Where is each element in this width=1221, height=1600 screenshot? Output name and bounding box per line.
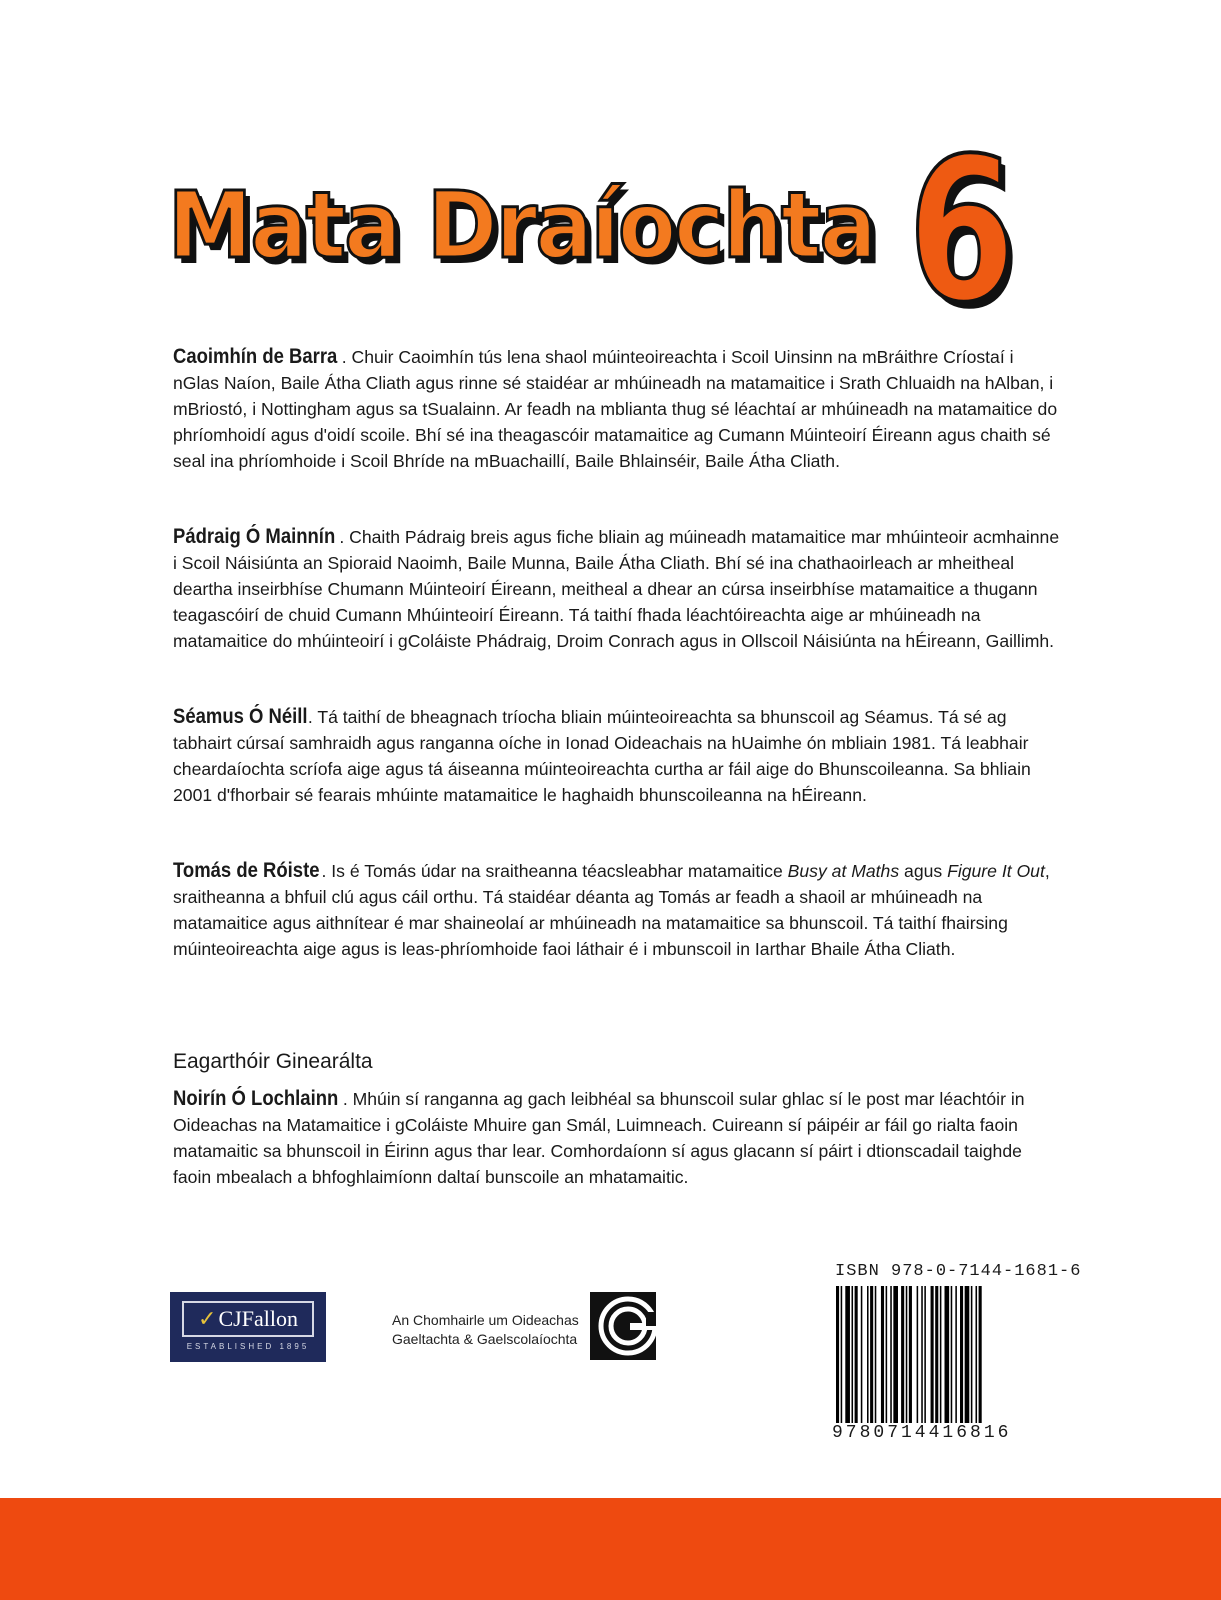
author-bio-3: [173, 704, 1063, 808]
cjfallon-wordmark: [182, 1301, 314, 1337]
barcode-digits: 9780714416816: [832, 1423, 1030, 1443]
author-bio-2: [173, 524, 1063, 654]
publisher-established: ESTABLISHED 1895: [186, 1342, 310, 1351]
title-text: Mata Draíochta: [168, 172, 875, 279]
author-text: agus: [899, 861, 948, 881]
author-bio-4: [173, 858, 1063, 962]
author-text: . Is é Tomás údar na sraitheanna téacsleabhar matamaitice: [321, 861, 788, 881]
footer-band: [0, 1498, 1221, 1600]
cjfallon-logo: [170, 1292, 326, 1362]
author-name: Pádraig Ó Mainnín: [173, 525, 336, 548]
partner-name: [392, 1311, 579, 1349]
author-text: , sraitheanna a bhfuil clú agus cáil orthu. Tá staidéar déanta ag Tomás ar feadh a shaoil ar mhúineadh na matamaitice agus aithnítear é mar shaineolaí ar mhúineadh na matamaitice sa bhunscoil. Tá taithí fhairsing múinteoireachta aige agus is leas-phríomhoide faoi láthair é i mbunscoil in Iarthar Bhaile Átha Cliath.: [173, 861, 1050, 959]
cogg-logo-icon: [590, 1292, 656, 1360]
book-title-ref: Busy at Maths: [787, 861, 900, 881]
tick-icon: ✓: [198, 1306, 217, 1331]
book-title: [168, 115, 1048, 346]
book-title-ref: Figure It Out: [947, 861, 1045, 881]
publisher-name: CJFallon: [218, 1306, 298, 1331]
barcode: [836, 1286, 1028, 1436]
editor-text: . Mhúin sí ranganna ag gach leibhéal sa bhunscoil sular ghlac sí le post mar léachtóir in Oideachas na Matamaitice i gColáiste Mhuire gan Smál, Luimneach. Cuireann sí páipéir ar fáil go rialta faoin matamaitic sa bhunscoil in Éirinn agus thar lear. Comhordaíonn sí agus glacann sí páirt i dtionscadail taighde faoin mbealach a bhfoghlaimíonn daltaí bunscoile an mhatamaitic.: [173, 1089, 1025, 1187]
author-name: Caoimhín de Barra: [173, 345, 338, 368]
author-text: . Chuir Caoimhín tús lena shaol múinteoireachta i Scoil Uinsinn na mBráithre Críostaí i nGlas Naíon, Baile Átha Cliath agus rinne sé staidéar ar mhúineadh na matamaitice i Srath Chluaidh na hAlban, i mBriostó, i Nottingham agus sa tSualainn. Ar feadh na mblianta thug sé léachtaí ar mhúineadh na matamaitice do phríomhoidí agus d'oidí scoile. Bhí sé ina theagascóir matamaitice ag Cumann Múinteoirí Éireann agus chaith sé seal ina phríomhoide i Scoil Bhríde na mBuachaillí, Baile Bhlainséir, Baile Átha Cliath.: [173, 347, 1058, 471]
partner-line-2: Gaeltachta & Gaelscolaíochta: [392, 1331, 578, 1347]
isbn-label: ISBN 978-0-7144-1681-6: [835, 1262, 1082, 1281]
title-number: 6: [908, 115, 1016, 346]
editor-bio: [173, 1086, 1063, 1190]
author-bio-1: [173, 344, 1063, 474]
author-text: . Tá taithí de bheagnach tríocha bliain múinteoireachta sa bhunscoil ag Séamus. Tá sé ag tabhairt cúrsaí samhraidh agus ranganna oíche in Ionad Oideachais na hUaimhe ón mbliain 1981. Tá leabhair cheardaíochta scríofa aige agus tá áiseanna múinteoireachta curtha ar fáil aige do Bhunscoileanna. Sa bhliain 2001 d'fhorbair sé fearais mhúinte matamaitice le haghaidh bhunscoileanna na hÉireann.: [173, 707, 1031, 805]
author-text: . Chaith Pádraig breis agus fiche bliain ag múineadh matamaitice mar mhúinteoir acmhainne i Scoil Náisiúnta an Spioraid Naoimh, Baile Munna, Baile Átha Cliath. Bhí sé ina chathaoirleach ar mheitheal deartha inseirbhíse Chumann Múinteoirí Éireann, meitheal a dhear an cúrsa inseirbhíse matamaitice a thugann teagascóirí de chuid Cumann Mhúinteoirí Éireann. Tá taithí fhada léachtóireachta aige ar mhúineadh na matamaitice do mhúinteoirí i gColáiste Phádraig, Droim Conrach agus in Ollscoil Náisiúnta na hÉireann, Gaillimh.: [173, 527, 1060, 651]
editor-label: Eagarthóir Ginearálta: [173, 1050, 373, 1073]
editor-name: Noirín Ó Lochlainn: [173, 1087, 339, 1110]
partner-line-1: An Chomhairle um Oideachas: [392, 1312, 579, 1328]
author-name: Tomás de Róiste: [173, 859, 320, 882]
author-name: Séamus Ó Néill: [173, 705, 308, 728]
